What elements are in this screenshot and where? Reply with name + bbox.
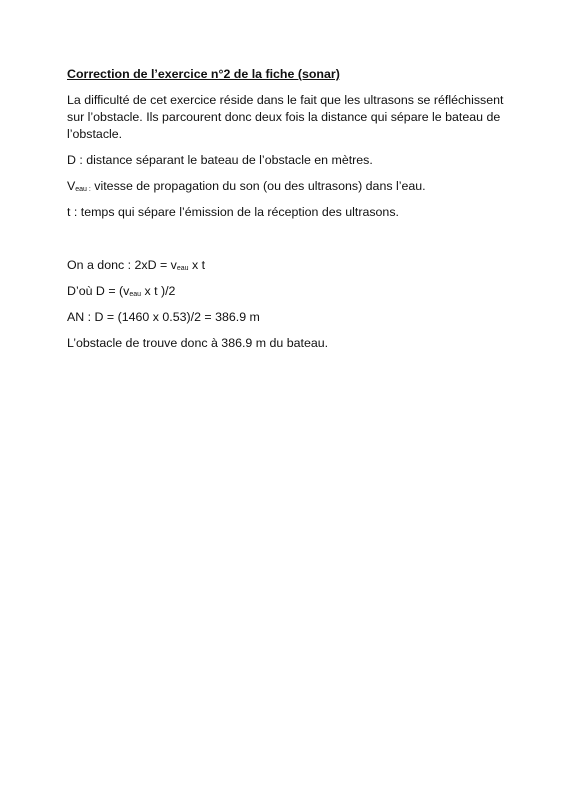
equation-2-subscript: eau [129, 291, 142, 298]
equation-1-suffix: x t [188, 258, 206, 272]
conclusion: L’obstacle de trouve donc à 386.9 m du bateau. [67, 336, 329, 350]
equation-line-1 [67, 257, 507, 274]
definition-velocity [67, 178, 507, 195]
velocity-symbol: V [67, 179, 76, 193]
velocity-subscript: eau : [75, 186, 91, 193]
document-title: Correction de l’exercice n°2 de la fiche (sonar) [67, 67, 340, 81]
definition-distance: D : distance séparant le bateau de l’obstacle en mètres. [67, 153, 373, 167]
equation-1-subscript: eau [176, 265, 189, 272]
numeric-application: AN : D = (1460 x 0.53)/2 = 386.9 m [67, 310, 260, 324]
equation-2-prefix: D’où D = (v [67, 284, 130, 298]
equation-2-suffix: x t )/2 [141, 284, 176, 298]
velocity-description: vitesse de propagation du son (ou des ultrasons) dans l’eau. [90, 179, 426, 193]
intro-paragraph: La difficulté de cet exercice réside dans le fait que les ultrasons se réfléchissent sur l’obstacle. Ils parcourent donc deux fois la distance qui sépare le bateau de l’obstacle. [67, 93, 504, 141]
equation-1-prefix: On a donc : 2xD = v [67, 258, 177, 272]
paragraph-spacer [67, 230, 507, 257]
definition-time: t : temps qui sépare l’émission de la réception des ultrasons. [67, 205, 399, 219]
equation-line-2 [67, 283, 507, 300]
document-content [67, 66, 507, 361]
